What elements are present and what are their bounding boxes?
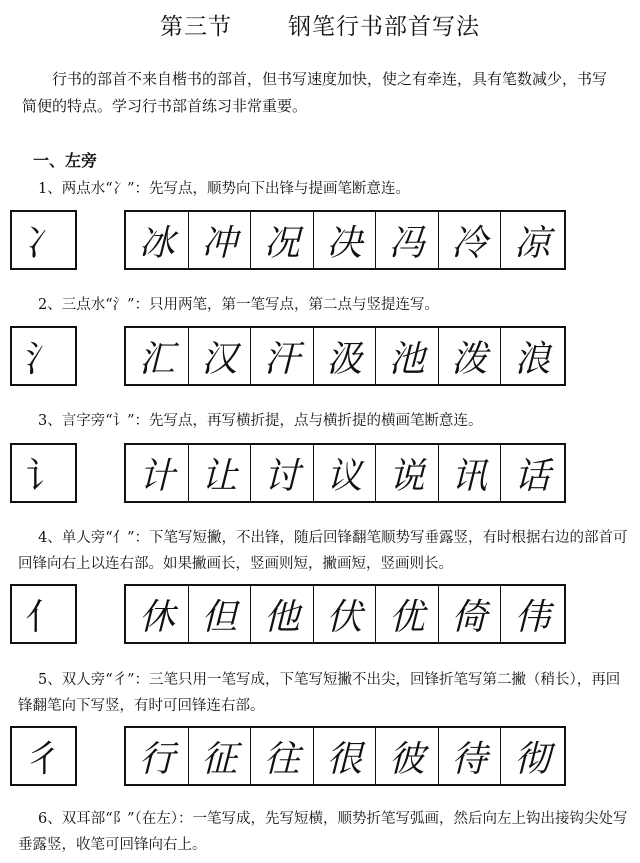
char-cell: 况	[251, 212, 314, 268]
char-cell: 让	[189, 445, 252, 501]
char-cell: 汇	[126, 328, 189, 384]
char-cell: 冷	[439, 212, 502, 268]
char-cell: 彻	[514, 738, 551, 780]
page-title	[0, 8, 640, 41]
radical-box: 讠	[10, 443, 77, 503]
char-cell: 行	[126, 728, 189, 784]
section-heading: 一、左旁	[33, 151, 98, 170]
char-cell: 讯	[439, 445, 502, 501]
radical-box: 冫	[10, 210, 77, 270]
section-4-text: 4、单人旁“亻”：下笔写短撇，不出锋，随后回锋翻笔顺势写垂露竖，有时根据右边的部首可回锋向右上以连右部。如果撇画长，竖画则短，撇画短，竖画则长。	[18, 530, 628, 572]
section-4-boxes	[6, 584, 632, 648]
char-cell: 冯	[376, 212, 439, 268]
char-cell: 伟	[514, 596, 551, 638]
radical-box: 彳	[10, 726, 77, 786]
char-cell: 汉	[189, 328, 252, 384]
char-cell: 议	[314, 445, 377, 501]
section-5-text: 5、双人旁“彳”：三笔只用一笔写成，下笔写短撇不出尖，回锋折笔写第二撇（稍长），再回锋翻笔向下写竖，有时可回锋连右部。	[18, 672, 621, 714]
section-2-boxes	[6, 326, 632, 390]
char-strip	[124, 726, 566, 786]
section-1-text: 1、两点水“冫”：先写点，顺势向下出锋与提画笔断意连。	[38, 181, 411, 197]
radical-box: 亻	[10, 584, 77, 644]
char-cell: 汲	[314, 328, 377, 384]
char-strip	[124, 443, 566, 503]
char-cell: 池	[376, 328, 439, 384]
char-cell: 冰	[126, 212, 189, 268]
char-cell: 讨	[251, 445, 314, 501]
radical-box: 氵	[10, 326, 77, 386]
char-cell: 待	[439, 728, 502, 784]
char-cell: 伏	[314, 586, 377, 642]
section-1-boxes	[6, 210, 632, 274]
char-cell: 决	[314, 212, 377, 268]
char-cell: 他	[251, 586, 314, 642]
char-cell: 凉	[514, 222, 551, 264]
char-cell: 休	[126, 586, 189, 642]
title-section-number: 第三节	[160, 14, 232, 40]
intro-paragraph: 行书的部首不来自楷书的部首，但书写速度加快，使之有牵连，具有笔数减少，书写简便的特点。学习行书部首练习非常重要。	[22, 70, 608, 115]
char-cell: 计	[126, 445, 189, 501]
section-5-boxes	[6, 726, 632, 790]
char-strip	[124, 326, 566, 386]
char-cell: 话	[514, 455, 551, 497]
char-cell: 倚	[439, 586, 502, 642]
section-3-text: 3、言字旁“讠”：先写点，再写横折提，点与横折提的横画笔断意连。	[38, 413, 483, 429]
title-main: 钢笔行书部首写法	[288, 14, 480, 40]
section-6-text: 6、双耳部“阝”（在左）：一笔写成，先写短横，顺势折笔写弧画，然后向左上钩出接钩尖处写垂露竖，收笔可回锋向右上。	[18, 811, 628, 853]
char-cell: 浪	[514, 338, 551, 380]
section-2-text: 2、三点水“氵”：只用两笔，第一笔写点，第二点与竖提连写。	[38, 297, 440, 313]
char-cell: 但	[189, 586, 252, 642]
char-cell: 泼	[439, 328, 502, 384]
char-strip	[124, 210, 566, 270]
char-cell: 冲	[189, 212, 252, 268]
char-strip	[124, 584, 566, 644]
char-cell: 汗	[251, 328, 314, 384]
char-cell: 优	[376, 586, 439, 642]
char-cell: 说	[376, 445, 439, 501]
char-cell: 往	[251, 728, 314, 784]
section-3-boxes	[6, 443, 632, 507]
char-cell: 彼	[376, 728, 439, 784]
char-cell: 征	[189, 728, 252, 784]
char-cell: 很	[314, 728, 377, 784]
